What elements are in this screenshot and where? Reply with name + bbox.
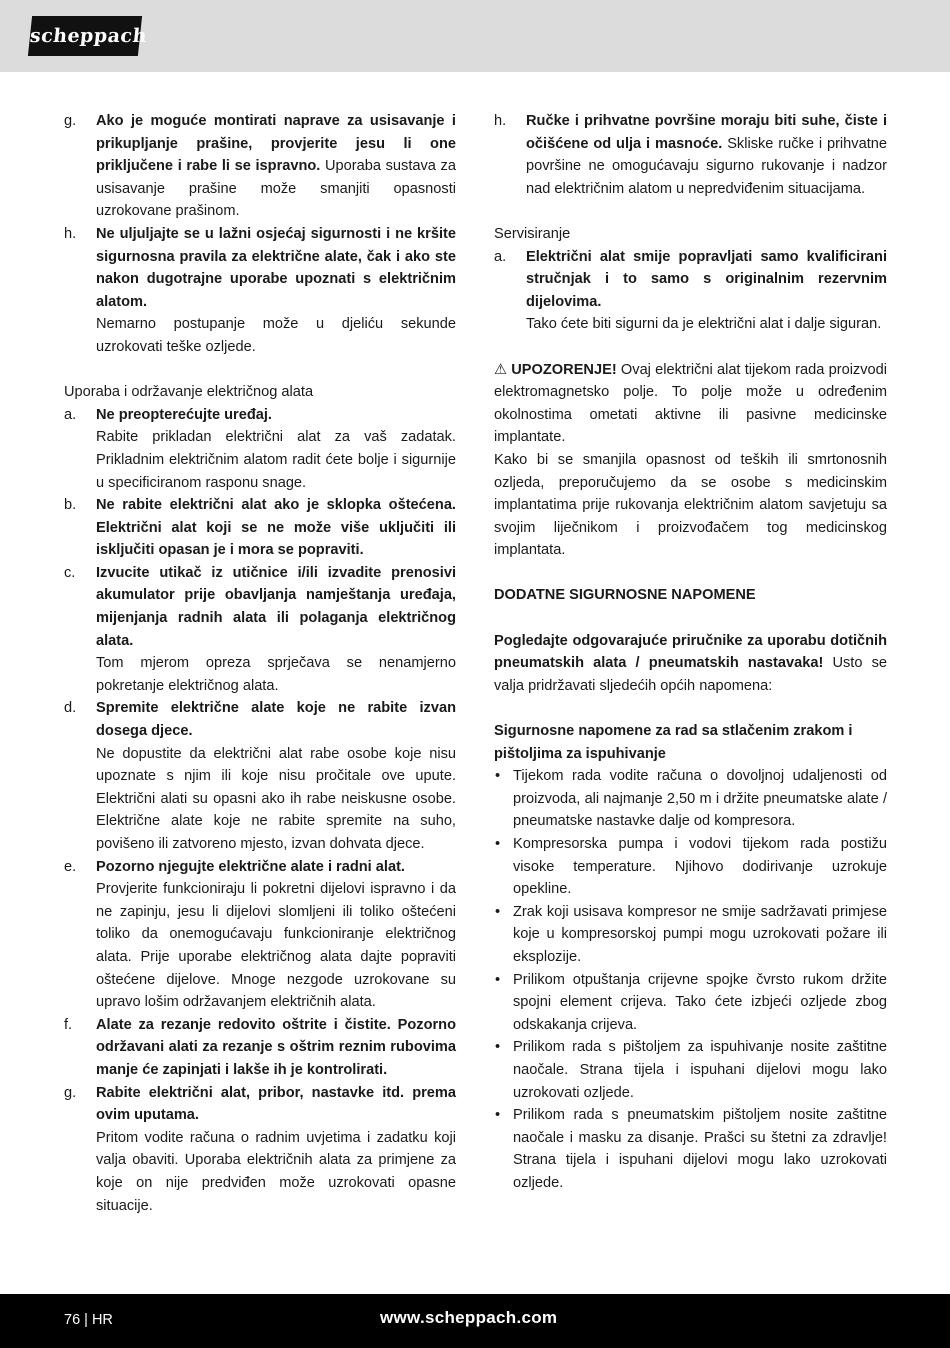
section-title-usage: Uporaba i održavanje električnog alata (64, 384, 314, 401)
item-letter: h. (64, 225, 77, 242)
manual-note-text: Usto se valja pridržavati sljedećih općih napomena: (494, 655, 888, 694)
item-bold-text: Ručke i prihvatne površine moraju biti suhe, čiste i očišćene od ulja i masnoće. (526, 113, 887, 152)
item-text: Skliske ručke i prihvatne površine ne omogućavaju sigurno rukovanje i nadzor nad električnim alatom u nepredviđenim situacijama. (526, 135, 887, 197)
item-letter: f. (64, 1016, 73, 1033)
item-text: Provjerite funkcioniraju li pokretni dijelovi ispravno i da ne zapinju, jesu li dijelovi slomljeni ili toliko oštećeni toliko da onemogućavaju funkcioniranje električnog alata. Prije uporabe električnog alata dajte popraviti oštećene dijelove. Mnoge nezgode uzrokovane su upravo lošim održavanjem električnih alata. (96, 881, 456, 1011)
item-bold-text: Električni alat smije popravljati samo kvalificirani stručnjak i to samo s originalnim rezervnim dijelovima. (526, 248, 887, 310)
bullet-icon: • (495, 903, 501, 920)
item-bold-text: Ne rabite električni alat ako je sklopka oštećena. Električni alat koji se ne može više uključiti ili isključiti opasan je i mora se popraviti. (96, 497, 456, 559)
item-bold-text: Izvucite utikač iz utičnice i/ili izvadite prenosivi akumulator prije obavljanja namještanja uređaja, mijenjanja radnih alata ili polaganja električnog alata. (96, 564, 456, 649)
item-letter: g. (64, 113, 77, 129)
bullet-text: Kompresorska pumpa i vodovi tijekom rada postižu visoke temperature. Njihovo dodirivanje uzrokuje opekline. (513, 836, 887, 898)
bullet-icon: • (495, 836, 501, 852)
item-letter: a. (64, 406, 77, 423)
list-item-d (64, 697, 456, 855)
bullet-item (494, 765, 887, 833)
bullet-item (494, 1104, 887, 1194)
item-bold-text: Ne uljuljajte se u lažni osjećaj sigurnosti i ne kršite sigurnosna pravila za električne alate, čak i ako ste nakon dugotrajne uporabe upoznati s električnim alatom. (96, 225, 456, 310)
item-letter: a. (494, 248, 507, 265)
bullet-icon: • (495, 971, 501, 988)
bullet-text: Prilikom otpuštanja crijevne spojke čvrsto rukom držite spojni element crijeva. Tako ćete izbjeći ozljede zbog odskakanja crijeva. (513, 971, 887, 1033)
bullet-text: Zrak koji usisava kompresor ne smije sadržavati primjese koje u kompresorskoj pumpi mogu uzrokovati požare ili eksplozije. (513, 903, 887, 965)
item-text: Ne dopustite da električni alat rabe osobe koje nisu upoznate s njim ili koje nisu pročitale ove upute. Električni alati su opasni ako ih rabe neiskusne osobe. Električne alate koje ne rabite spremite na suho, povišeno ili zatvoreno mjesto, izvan dohvata djece. (96, 745, 456, 852)
page-footer (0, 1294, 950, 1348)
section-title-service: Servisiranje (494, 225, 571, 242)
warning-block (494, 359, 887, 449)
bullet-text: Prilikom rada s pištoljem za ispuhivanje nosite zaštitne naočale. Strana tijela i ispuhani dijelovi mogu lako uzrokovati ozljede. (513, 1039, 887, 1101)
item-bold-text: Ako je moguće montirati naprave za usisavanje i prikupljanje prašine, provjerite jesu li one priključene i rabe li se ispravno. (96, 113, 456, 175)
bullet-text: Prilikom rada s pneumatskim pištoljem nosite zaštitne naočale i masku za disanje. Prašci su štetni za zdravlje! Strana tijela i ispuhani dijelovi mogu lako uzrokovati ozljede. (513, 1107, 887, 1191)
warning-text: Ovaj električni alat tijekom rada proizvodi elektromagnetsko polje. To polje može u određenim okolnostima ometati aktivne ili pasivne medicinske implantate. (494, 361, 888, 446)
bullet-item (494, 1036, 887, 1104)
item-text: Nemarno postupanje može u djeliću sekunde uzrokovati teške ozljede. (96, 316, 456, 355)
page-header (0, 0, 950, 72)
website-url[interactable]: www.scheppach.com (380, 1308, 558, 1327)
bullet-icon: • (495, 1107, 501, 1124)
item-text: Pritom vodite računa o radnim uvjetima i zadatku koji valja obaviti. Uporaba električnih alata za primjene za koje on nije predviđen može uzrokovati opasne situacije. (96, 1129, 456, 1214)
list-item-a (64, 404, 456, 494)
bullet-icon: • (495, 768, 501, 785)
page-number: 76 | HR (64, 1312, 113, 1328)
bullet-icon: • (495, 1039, 501, 1056)
item-text: Rabite prikladan električni alat za vaš zadatak. Prikladnim električnim alatom radit ćete bolje i sigurnije u specificiranom rasponu snage. (96, 429, 456, 491)
item-letter: c. (64, 564, 76, 581)
item-bold-text: Ne preopterećujte uređaj. (96, 406, 272, 423)
item-letter: b. (64, 497, 77, 514)
list-item-g (64, 1082, 456, 1218)
item-text: Tom mjerom opreza sprječava se nenamjerno pokretanje električnog alata. (96, 655, 456, 694)
left-column (64, 110, 456, 1217)
item-letter: h. (494, 113, 507, 129)
list-item-b (64, 494, 456, 562)
right-column (494, 110, 887, 1195)
manual-note (494, 630, 887, 698)
item-text: Tako ćete biti sigurni da je električni alat i dalje siguran. (526, 316, 882, 333)
manual-note-bold: Pogledajte odgovarajuće priručnike za uporabu dotičnih pneumatskih alata / pneumatskih nastavaka! (494, 632, 887, 672)
bullet-item (494, 833, 887, 901)
bullet-item (494, 901, 887, 969)
item-bold-text: Spremite električne alate koje ne rabite izvan dosega djece. (96, 700, 456, 740)
list-item-f (64, 1014, 456, 1082)
scheppach-logo: scheppach (28, 16, 142, 56)
item-bold-text: Pozorno njegujte električne alate i radni alat. (96, 858, 405, 875)
bullet-list (494, 765, 887, 1194)
section-title-additional: DODATNE SIGURNOSNE NAPOMENE (494, 587, 756, 604)
list-item-h-top (64, 223, 456, 359)
item-letter: g. (64, 1084, 77, 1101)
warning-text-2: Kako bi se smanjila opasnost od teških ili smrtonosnih ozljeda, preporučujemo da se osobe s medicinskim implantatima prije rukovanja električnim alatom savjetuju sa svojim liječnikom i proizvođačem tog medicinskog implantata. (494, 451, 887, 559)
bullet-text: Tijekom rada vodite računa o dovoljnoj udaljenosti od proizvoda, ali najmanje 2,50 m i držite pneumatske alate / pneumatske nastavke dalje od kompresora. (513, 768, 887, 830)
item-bold-text: Rabite električni alat, pribor, nastavke itd. prema ovim uputama. (96, 1084, 456, 1124)
item-bold-text: Alate za rezanje redovito oštrite i čistite. Pozorno održavani alati za rezanje s oštrim reznim rubovima manje će zapinjati i lakše ih je kontrolirati. (96, 1016, 456, 1078)
list-item-c (64, 562, 456, 698)
item-text: Uporaba sustava za usisavanje prašine može smanjiti opasnosti uzrokovane prašinom. (96, 158, 456, 220)
item-letter: e. (64, 858, 77, 875)
warning-label: UPOZORENJE! (511, 361, 617, 378)
list-item-service-a (494, 246, 887, 336)
bullet-item (494, 969, 887, 1037)
list-item-g-top (64, 110, 456, 223)
section-title-compressed-air: Sigurnosne napomene za rad sa stlačenim zrakom i pištoljima za ispuhivanje (494, 723, 853, 762)
item-letter: d. (64, 700, 77, 717)
warning-icon: ⚠ (494, 361, 508, 378)
list-item-h (494, 110, 887, 200)
list-item-e (64, 856, 456, 1014)
